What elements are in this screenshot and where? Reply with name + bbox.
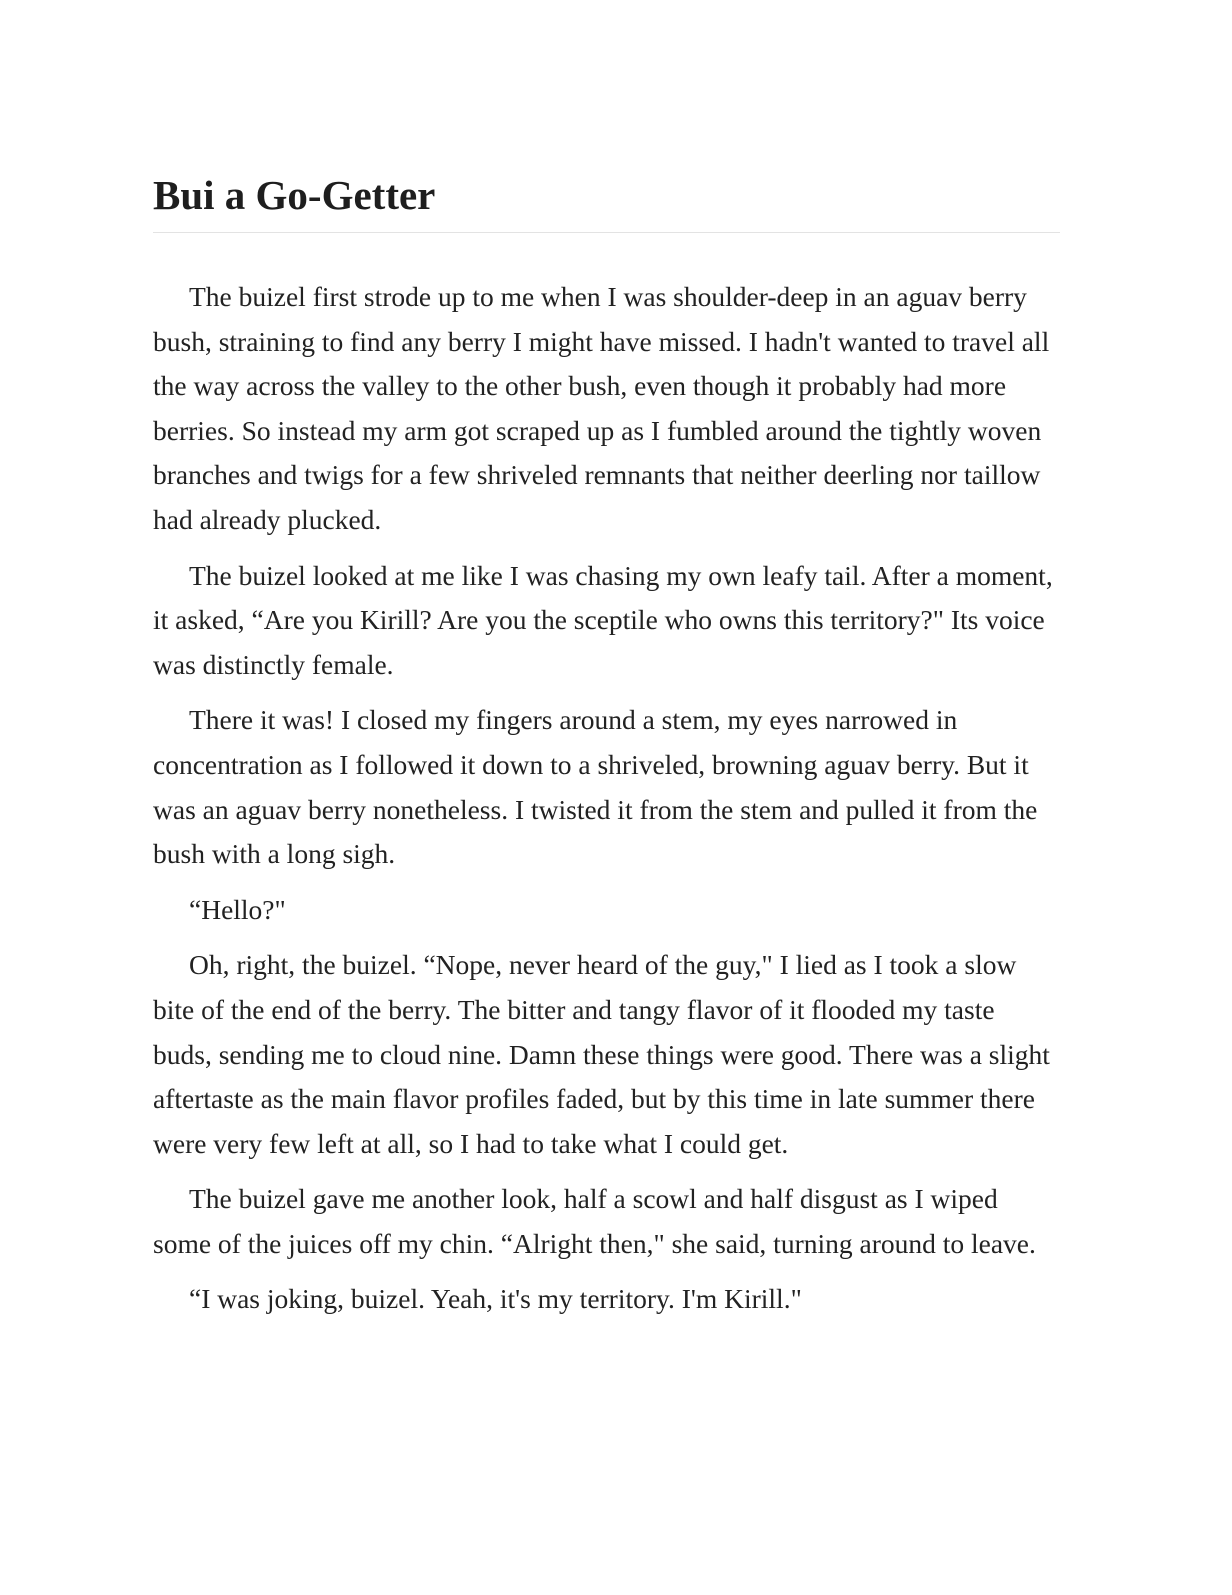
paragraph: The buizel first strode up to me when I was shoulder-deep in an aguav berry bush, straining to find any berry I might have missed. I hadn't wanted to travel all the way across the valley to the other bush, even though it probably had more berries. So instead my arm got scraped up as I fumbled around the tightly woven branches and twigs for a few shriveled remnants that neither deerling nor taillow had already plucked. — [153, 281, 1050, 535]
paragraph: “Hello?" — [189, 893, 286, 925]
paragraph: Oh, right, the buizel. “Nope, never heard of the guy," I lied as I took a slow bite of the end of the berry. The bitter and tangy flavor of it flooded my taste buds, sending me to cloud nine. Damn these things were good. There was a slight aftertaste as the main flavor profiles faded, but by this time in late summer there were very few left at all, so I had to take what I could get. — [153, 949, 1050, 1159]
paragraph: There it was! I closed my fingers around a stem, my eyes narrowed in concentration as I followed it down to a shriveled, browning aguav berry. But it was an aguav berry nonetheless. I twisted it from the stem and pulled it from the bush with a long sigh. — [153, 704, 1038, 870]
page-title: Bui a Go-Getter — [153, 172, 436, 218]
paragraph: The buizel gave me another look, half a scowl and half disgust as I wiped some of the juices off my chin. “Alright then," she said, turning around to leave. — [153, 1183, 1036, 1259]
paragraph: “I was joking, buizel. Yeah, it's my territory. I'm Kirill." — [189, 1283, 802, 1315]
story-body — [153, 275, 1060, 1322]
document-page — [153, 168, 1060, 1333]
paragraph: The buizel looked at me like I was chasing my own leafy tail. After a moment, it asked, “Are you Kirill? Are you the sceptile who owns this territory?" Its voice was distinctly female. — [153, 559, 1053, 680]
title-divider — [153, 232, 1060, 233]
